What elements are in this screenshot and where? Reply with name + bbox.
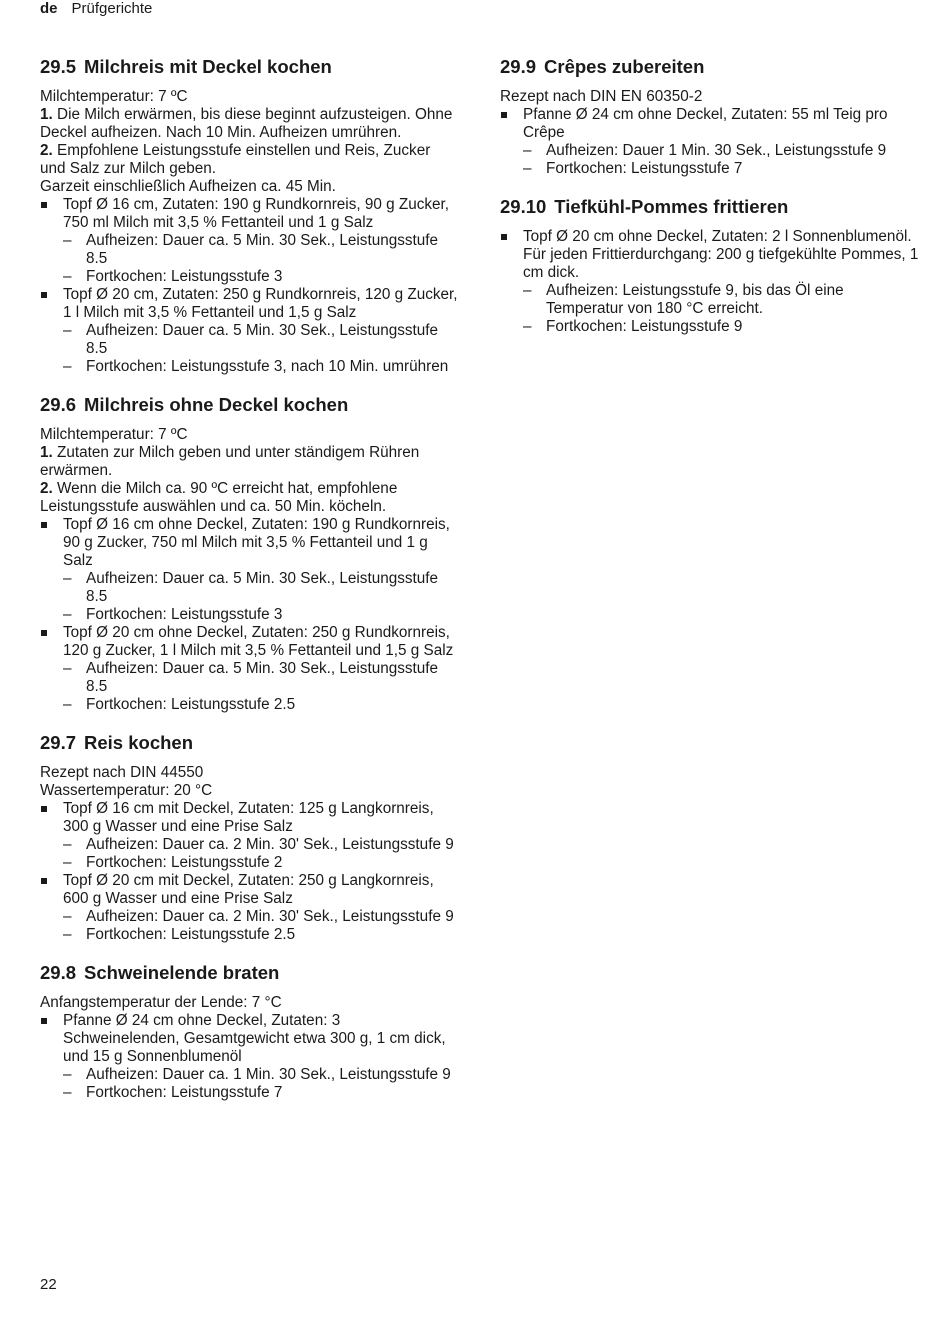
sub-item: – Fortkochen: Leistungsstufe 3 (63, 268, 460, 286)
recipe-list (500, 106, 920, 178)
sub-item: – Fortkochen: Leistungsstufe 2.5 (63, 926, 460, 944)
section-29-7 (40, 732, 460, 944)
recipe-list (40, 800, 460, 944)
sub-list (523, 142, 920, 178)
start-temperature: Anfangstemperatur der Lende: 7 °C (40, 994, 282, 1011)
section-heading: 29.5 Milchreis mit Deckel kochen (40, 56, 332, 77)
left-column (40, 56, 460, 1120)
list-item: Pfanne Ø 24 cm ohne Deckel, Zutaten: 3 Schweinelenden, Gesamtgewicht etwa 300 g, 1 cm dick, und 15 g Sonnenblumenöl – Aufheizen: Dauer ca. 1 Min. 30 Sek., Leistungsstufe 9 – Fortkochen: Leistungsstufe 7 (40, 1012, 460, 1102)
section-29-8 (40, 962, 460, 1102)
cooking-time: Garzeit einschließlich Aufheizen ca. 45 Min. (40, 178, 336, 195)
sub-item: – Fortkochen: Leistungsstufe 2.5 (63, 696, 460, 714)
recipe-list (40, 196, 460, 376)
sub-list (63, 836, 460, 872)
sub-item: – Fortkochen: Leistungsstufe 7 (523, 160, 920, 178)
step-2: 2. Empfohlene Leistungsstufe einstellen und Reis, Zucker und Salz zur Milch geben. (40, 142, 431, 177)
sub-item: – Fortkochen: Leistungsstufe 9 (523, 318, 920, 336)
section-heading: 29.8 Schweinelende braten (40, 962, 280, 983)
section-heading: 29.9 Crêpes zubereiten (500, 56, 705, 77)
list-item: Pfanne Ø 24 cm ohne Deckel, Zutaten: 55 ml Teig pro Crêpe – Aufheizen: Dauer 1 Min. 30 Sek., Leistungsstufe 9 – Fortkochen: Leistungsstufe 7 (500, 106, 920, 178)
sub-item: – Fortkochen: Leistungsstufe 7 (63, 1084, 460, 1102)
sub-list (63, 570, 460, 624)
sub-list (523, 282, 920, 336)
sub-item: – Fortkochen: Leistungsstufe 2 (63, 854, 460, 872)
sub-item: – Aufheizen: Dauer ca. 5 Min. 30 Sek., Leistungsstufe 8.5 (63, 232, 460, 268)
sub-list (63, 660, 460, 714)
milk-temperature: Milchtemperatur: 7 ºC (40, 88, 188, 105)
sub-list (63, 1066, 460, 1102)
sub-list (63, 322, 460, 376)
milk-temperature: Milchtemperatur: 7 ºC (40, 426, 188, 443)
section-heading: 29.10 Tiefkühl-Pommes frittieren (500, 196, 789, 217)
step-2: 2. Wenn die Milch ca. 90 ºC erreicht hat, empfohlene Leistungsstufe auswählen und ca. 50 Min. köcheln. (40, 480, 398, 515)
step-1: 1. Zutaten zur Milch geben und unter ständigem Rühren erwärmen. (40, 444, 420, 479)
sub-list (63, 232, 460, 286)
sub-item: – Fortkochen: Leistungsstufe 3 (63, 606, 460, 624)
list-item: Topf Ø 16 cm ohne Deckel, Zutaten: 190 g Rundkornreis, 90 g Zucker, 750 ml Milch mit 3,5 % Fettanteil und 1 g Salz – Aufheizen: Dauer ca. 5 Min. 30 Sek., Leistungsstufe 8.5 – Fortkochen: Leistungsstufe 3 (40, 516, 460, 624)
section-29-10 (500, 196, 920, 336)
water-temperature: Wassertemperatur: 20 °C (40, 782, 213, 799)
sub-item: – Aufheizen: Dauer ca. 1 Min. 30 Sek., Leistungsstufe 9 (63, 1066, 460, 1084)
running-header (40, 0, 152, 18)
chapter-title: Prüfgerichte (71, 0, 153, 17)
standard-reference: Rezept nach DIN EN 60350-2 (500, 88, 703, 105)
sub-item: – Fortkochen: Leistungsstufe 3, nach 10 Min. umrühren (63, 358, 460, 376)
sub-item: – Aufheizen: Dauer ca. 5 Min. 30 Sek., Leistungsstufe 8.5 (63, 660, 460, 696)
language-code: de (40, 0, 58, 17)
recipe-list (40, 1012, 460, 1102)
list-item: Topf Ø 16 cm, Zutaten: 190 g Rundkornreis, 90 g Zucker, 750 ml Milch mit 3,5 % Fettanteil und 1 g Salz – Aufheizen: Dauer ca. 5 Min. 30 Sek., Leistungsstufe 8.5 – Fortkochen: Leistungsstufe 3 (40, 196, 460, 286)
sub-item: – Aufheizen: Dauer ca. 2 Min. 30' Sek., Leistungsstufe 9 (63, 836, 460, 854)
list-item: Topf Ø 20 cm ohne Deckel, Zutaten: 250 g Rundkornreis, 120 g Zucker, 1 l Milch mit 3,5 % Fettanteil und 1,5 g Salz – Aufheizen: Dauer ca. 5 Min. 30 Sek., Leistungsstufe 8.5 – Fortkochen: Leistungsstufe 2.5 (40, 624, 460, 714)
list-item: Topf Ø 16 cm mit Deckel, Zutaten: 125 g Langkornreis, 300 g Wasser und eine Prise Salz – Aufheizen: Dauer ca. 2 Min. 30' Sek., Leistungsstufe 9 – Fortkochen: Leistungsstufe 2 (40, 800, 460, 872)
sub-item: – Aufheizen: Dauer ca. 5 Min. 30 Sek., Leistungsstufe 8.5 (63, 322, 460, 358)
recipe-list (500, 228, 920, 336)
sub-item: – Aufheizen: Leistungsstufe 9, bis das Öl eine Temperatur von 180 °C erreicht. (523, 282, 920, 318)
sub-item: – Aufheizen: Dauer ca. 2 Min. 30' Sek., Leistungsstufe 9 (63, 908, 460, 926)
sub-list (63, 908, 460, 944)
list-item: Topf Ø 20 cm ohne Deckel, Zutaten: 2 l Sonnenblumenöl. Für jeden Frittierdurchgang: 200 g tiefgekühlte Pommes, 1 cm dick. – Aufheizen: Leistungsstufe 9, bis das Öl eine Temperatur von 180 °C erreicht. – Fortkochen: Leistungsstufe 9 (500, 228, 920, 336)
recipe-list (40, 516, 460, 714)
section-heading: 29.6 Milchreis ohne Deckel kochen (40, 394, 349, 415)
list-item: Topf Ø 20 cm mit Deckel, Zutaten: 250 g Langkornreis, 600 g Wasser und eine Prise Salz – Aufheizen: Dauer ca. 2 Min. 30' Sek., Leistungsstufe 9 – Fortkochen: Leistungsstufe 2.5 (40, 872, 460, 944)
step-1: 1. Die Milch erwärmen, bis diese beginnt aufzusteigen. Ohne Deckel aufheizen. Nach 10 Min. Aufheizen umrühren. (40, 106, 453, 141)
sub-item: – Aufheizen: Dauer 1 Min. 30 Sek., Leistungsstufe 9 (523, 142, 920, 160)
section-29-9 (500, 56, 920, 178)
section-29-5 (40, 56, 460, 376)
right-column (500, 56, 920, 354)
section-heading: 29.7 Reis kochen (40, 732, 194, 753)
list-item: Topf Ø 20 cm, Zutaten: 250 g Rundkornreis, 120 g Zucker, 1 l Milch mit 3,5 % Fettanteil und 1,5 g Salz – Aufheizen: Dauer ca. 5 Min. 30 Sek., Leistungsstufe 8.5 – Fortkochen: Leistungsstufe 3, nach 10 Min. umrühren (40, 286, 460, 376)
sub-item: – Aufheizen: Dauer ca. 5 Min. 30 Sek., Leistungsstufe 8.5 (63, 570, 460, 606)
standard-reference: Rezept nach DIN 44550 (40, 764, 204, 781)
page-number: 22 (40, 1276, 57, 1293)
section-29-6 (40, 394, 460, 714)
